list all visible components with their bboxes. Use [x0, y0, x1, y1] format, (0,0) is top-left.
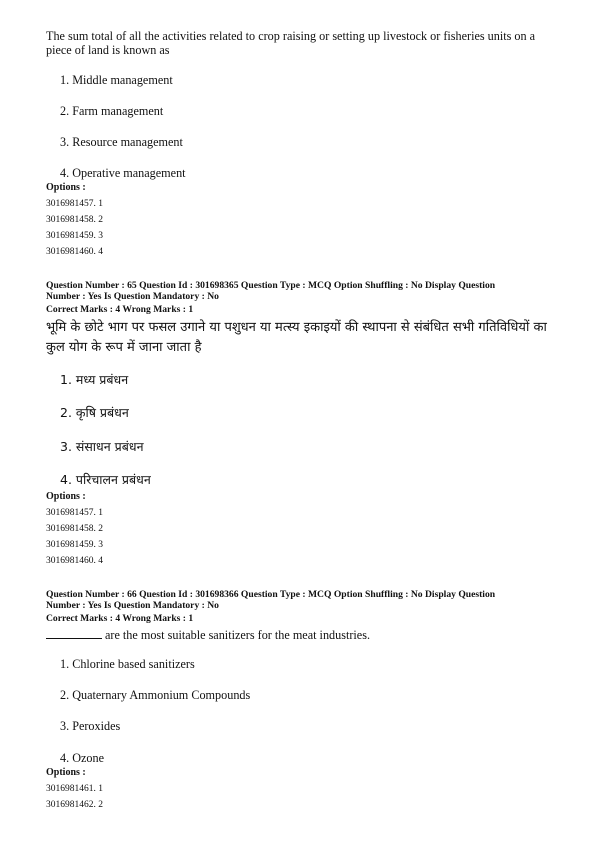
question-66-option-3: 3. Peroxides: [60, 719, 121, 733]
question-66-option-id-1: 3016981461. 1: [46, 784, 103, 794]
question-65-meta-line-2: Number : Yes Is Question Mandatory : No: [46, 291, 219, 302]
question-66-meta-line-2: Number : Yes Is Question Mandatory : No: [46, 600, 219, 611]
question-66-option-2: 2. Quaternary Ammonium Compounds: [60, 688, 251, 702]
question-65-option-id-4: 3016981460. 4: [46, 556, 103, 566]
question-65-options-label: Options :: [46, 491, 86, 502]
question-65-meta-line-1: Question Number : 65 Question Id : 301698365 Question Type : MCQ Option Shuffling : No Display Question: [46, 280, 496, 291]
question-64-options-label: Options :: [46, 182, 86, 193]
question-64-option-1: 1. Middle management: [60, 73, 173, 87]
question-66-option-id-2: 3016981462. 2: [46, 800, 103, 810]
question-64-option-2: 2. Farm management: [60, 104, 164, 118]
question-66-option-4: 4. Ozone: [60, 751, 104, 765]
question-64-option-id-1: 3016981457. 1: [46, 199, 103, 209]
fill-in-blank-line: [46, 638, 102, 639]
question-66-option-1: 1. Chlorine based sanitizers: [60, 657, 195, 671]
question-64-option-id-2: 3016981458. 2: [46, 215, 103, 225]
question-66-marks: Correct Marks : 4 Wrong Marks : 1: [46, 613, 194, 624]
question-65-option-id-2: 3016981458. 2: [46, 524, 103, 534]
question-65-option-id-3: 3016981459. 3: [46, 540, 103, 550]
question-66-stem: [46, 628, 561, 642]
question-66-meta-line-1: Question Number : 66 Question Id : 301698366 Question Type : MCQ Option Shuffling : No Display Question: [46, 589, 496, 600]
question-65-text: भूमि के छोटे भाग पर फसल उगाने या पशुधन या मत्स्य इकाइयों की स्थापना से संबंधित सभी गतिविधियों का कुल योग के रूप में जाना जाता है: [46, 320, 547, 355]
question-65-marks: Correct Marks : 4 Wrong Marks : 1: [46, 304, 194, 315]
question-66-text: are the most suitable sanitizers for the meat industries.: [105, 628, 371, 642]
question-64-option-4: 4. Operative management: [60, 166, 186, 180]
question-65-option-1: 1. मध्य प्रबंधन: [60, 372, 129, 387]
question-64-option-3: 3. Resource management: [60, 135, 183, 149]
question-64-text: The sum total of all the activities related to crop raising or setting up livestock or fisheries units on a piece of land is known as: [46, 29, 536, 57]
question-64-option-id-4: 3016981460. 4: [46, 247, 103, 257]
question-65-option-id-1: 3016981457. 1: [46, 508, 103, 518]
question-65-option-3: 3. संसाधन प्रबंधन: [60, 439, 144, 454]
question-65-option-2: 2. कृषि प्रबंधन: [60, 405, 129, 420]
question-66-options-label: Options :: [46, 767, 86, 778]
question-65-option-4: 4. परिचालन प्रबंधन: [60, 472, 151, 487]
question-64-option-id-3: 3016981459. 3: [46, 231, 103, 241]
